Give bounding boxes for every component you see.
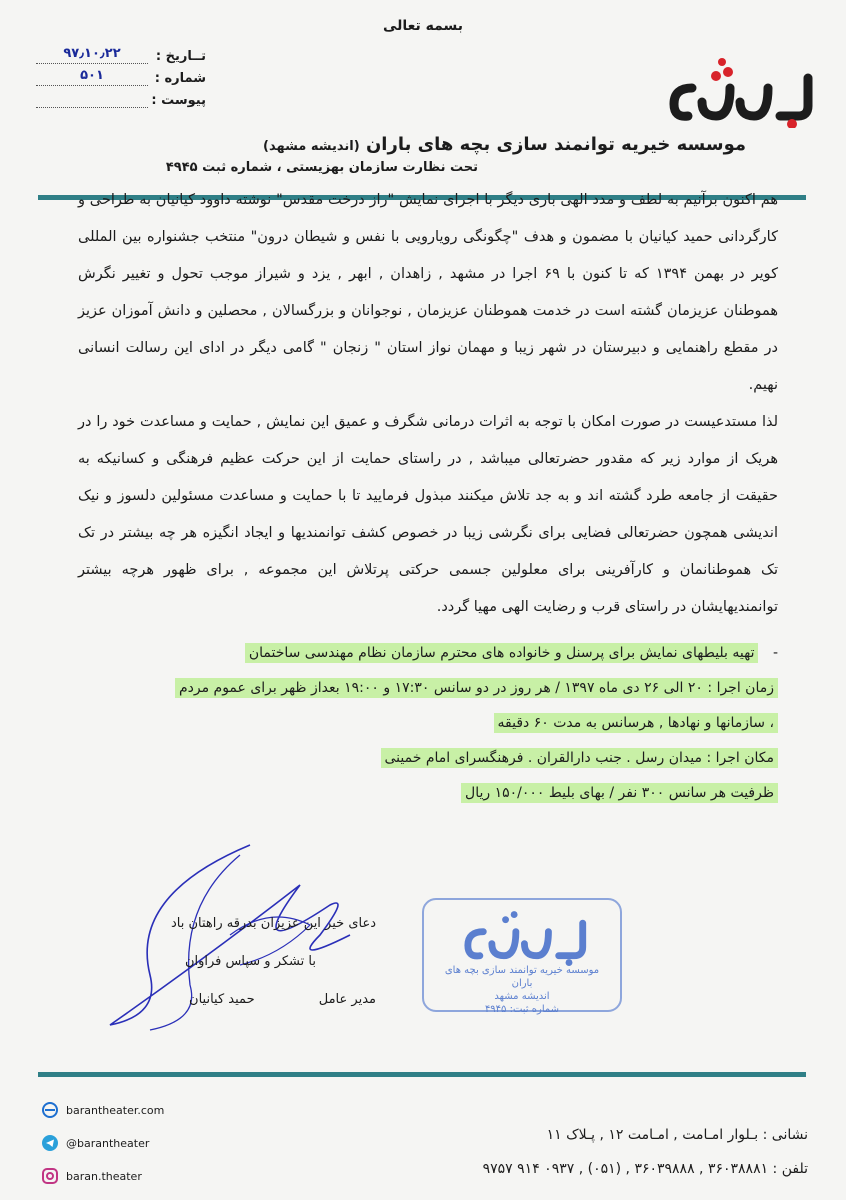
item-text-3: ، سازمانها و نهادها , هرسانس به مدت ۶۰ دقیقه (494, 713, 779, 733)
closing-prayer: دعای خیر این عزیزان بدرقه راهتان باد (170, 916, 376, 931)
instagram-icon (42, 1168, 58, 1184)
signer-title: مدیر عامل (318, 992, 376, 1007)
item-dash: - (772, 645, 778, 661)
date-value: ۹۷٫۱۰٫۲۲ (36, 45, 148, 64)
telegram-handle[interactable]: @barantheater (66, 1136, 150, 1150)
item-line-3 (78, 706, 778, 741)
instagram-handle[interactable]: baran.theater (66, 1169, 142, 1183)
logo-text (814, 128, 816, 129)
org-name-note: (اندیشه مشهد) (263, 139, 360, 154)
baran-logo (668, 58, 818, 128)
stamp-line-3: شماره ثبت: ۴۹۴۵ (484, 1004, 560, 1015)
website-link[interactable]: barantheater.com (66, 1103, 165, 1117)
number-row (36, 64, 206, 86)
stamp-logo (462, 906, 592, 966)
instagram-contact (42, 1168, 142, 1184)
org-name-main: موسسه خیریه توانمند سازی بچه های باران (365, 134, 746, 155)
stamp-line-1: موسسه خیریه توانمند سازی بچه های باران (444, 965, 600, 989)
address-block (483, 1118, 808, 1186)
item-text-1: تهیه بلیطهای نمایش برای پرسنل و خانواده های محترم سازمان نظام مهندسی ساختمان (245, 643, 759, 663)
paragraph-1: هم اکنون برآنیم به لطف و مدد الهی باری دیگر با اجرای نمایش "راز درخت مقدس" نوشته داوود کیانیان به طراحی و کارگردانی حمید کیانیان با مضمون و هدف "چگونگی رویارویی با نفس و شیطان درون" منتخب جشنواره بین المللی کویر در بهمن ۱۳۹۴ که تا کنون با ۶۹ اجرا در مشهد , زاهدان , ابهر , یزد و شیراز موجب تحول و تغییر نگرش هموطنان عزیزمان گشته است در خدمت هموطنان عزیزمان , نوجوانان و بزرگسالان , محصلین و دانش آموزان عزیز در مقطع راهنمایی و دبیرستان در شهر زیبا و مهمان نواز استان " زنجان " گامی دیگر در ادای این رسالت انسانی نهیم. (78, 192, 778, 393)
website-contact (42, 1102, 164, 1118)
letter-meta (36, 42, 206, 108)
org-name (263, 134, 746, 155)
attachment-value (36, 89, 148, 108)
stamp-logo-text (424, 900, 426, 901)
organization-stamp (422, 898, 622, 1015)
phone-line: تلفن : ۳۶۰۳۸۸۸۱ , ۳۶۰۳۹۸۸۸ , (۰۵۱) , ۰۹۳۷ ۹۱۴ ۹۷۵۷ (482, 1161, 808, 1177)
telegram-icon (42, 1135, 58, 1151)
attachment-label: پیوست : (151, 93, 206, 108)
item-text-4: مکان اجرا : میدان رسل . جنب دارالقران . فرهنگسرای امام خمینی (381, 748, 779, 768)
address-line: نشانی : بـلوار امـامت , امـامت ۱۲ , پـلاک ۱۱ (546, 1127, 808, 1143)
date-row (36, 42, 206, 64)
item-line-2 (78, 671, 778, 706)
attachment-row (36, 86, 206, 108)
item-line-5 (78, 776, 778, 811)
number-value: ۵۰۱ (36, 67, 148, 86)
item-line-4 (78, 741, 778, 776)
signer-name: حمید کیانیان (189, 992, 255, 1007)
web-e-icon (42, 1102, 58, 1118)
closing-block (116, 905, 376, 1019)
letter-body (78, 182, 778, 811)
number-label: شماره : (154, 71, 206, 86)
telegram-contact (42, 1135, 149, 1151)
stamp-text (434, 964, 610, 1016)
date-label: تــاریخ : (155, 49, 206, 64)
footer-divider (38, 1072, 806, 1077)
paragraph-2: لذا مستدعیست در صورت امکان با توجه به اثرات درمانی شگرف و عمیق این نمایش , حمایت و مساعدت خود را در هریک از موارد زیر که مقدور حضرتعالی میباشد , در راستای حمایت از این حرکت عظیم فرهنگی و کسانیکه به حقیقت از جامعه طرد گشته اند و به جد تلاش میکنند مبذول فرمایید تا با حمایت و مساعدت مسئولین دلسوز و نیک اندیشی همچون حضرتعالی فضایی برای نگرشی زیبا در خصوص کشف توانمندیها و ایجاد انگیزه هر چه بیشتر در تک تک هموطنانمان و کارآفرینی برای معلولین جسمی حرکتی پرتلاش این مجموعه , برای ظهور هرچه بیشتر توانمندیهایشان در راستای قرب و رضایت الهی مهیا گردد. (78, 414, 778, 615)
item-text-2: زمان اجرا : ۲۰ الی ۲۶ دی ماه ۱۳۹۷ / هر روز در دو سانس ۱۷:۳۰ و ۱۹:۰۰ بعداز ظهر برای عموم مردم (175, 678, 778, 698)
closing-thanks: با تشکر و سپاس فراوان (184, 954, 316, 969)
org-subtitle: تحت نظارت سازمان بهزیستی ، شماره ثبت ۴۹۴۵ (165, 160, 478, 175)
bismillah-heading: بسمه تعالی (382, 18, 464, 34)
signer-line (116, 981, 376, 1019)
stamp-line-2: اندیشه مشهد (494, 991, 550, 1002)
item-line-1 (78, 636, 778, 671)
item-text-5: ظرفیت هر سانس ۳۰۰ نفر / بهای بلیط ۱۵۰/۰۰۰ ریال (461, 783, 778, 803)
